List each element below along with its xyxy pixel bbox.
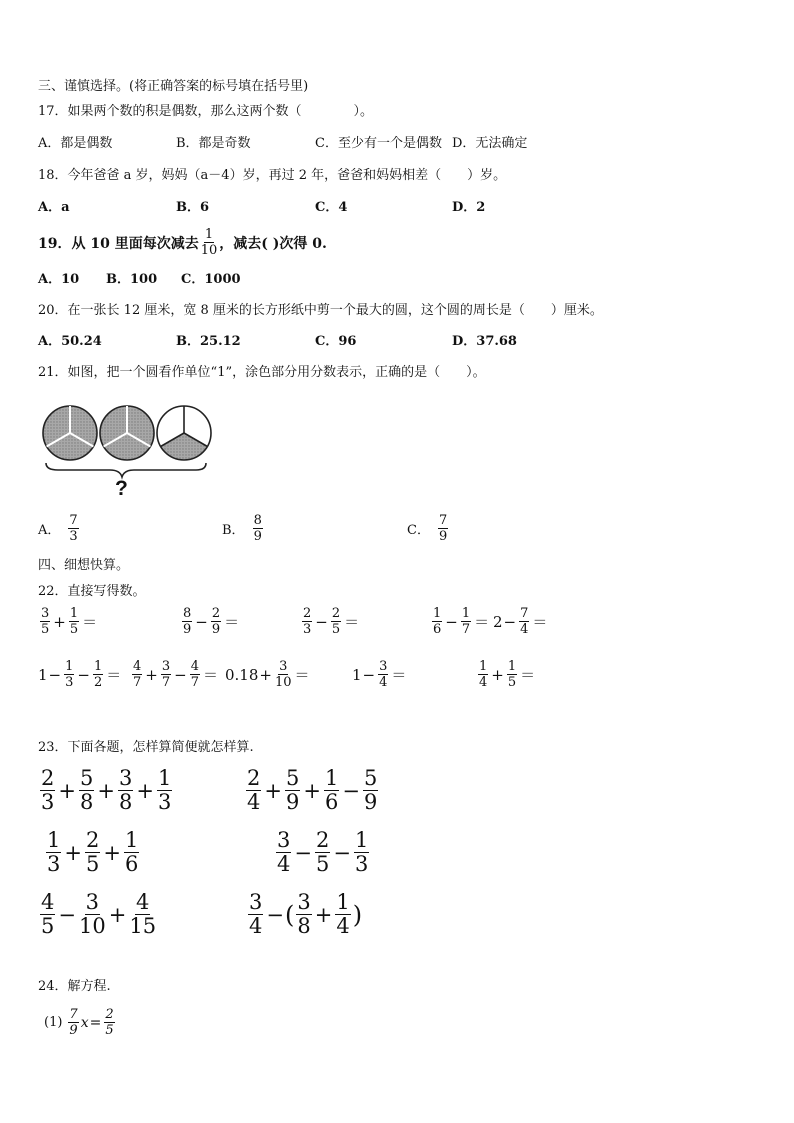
- q19-option-b: B．100: [106, 272, 158, 287]
- fraction: [40, 892, 55, 937]
- fraction: [296, 892, 311, 937]
- math-token: 1: [65, 659, 74, 674]
- fraction: [519, 607, 529, 636]
- math-token: 5: [41, 914, 55, 938]
- q19-option-c: C．1000: [181, 272, 241, 287]
- math-token: 4: [379, 675, 388, 690]
- math-token: =: [89, 1014, 102, 1031]
- math-token: 4: [336, 914, 350, 938]
- math-token: ＝: [391, 666, 407, 684]
- q21-option-b-fraction: [253, 514, 263, 543]
- math-token: 6: [433, 622, 442, 637]
- q22-expr-1: [38, 607, 98, 636]
- math-token: 1: [336, 890, 350, 914]
- math-token: (: [284, 900, 295, 929]
- math-token: 4: [479, 675, 488, 690]
- fraction: [276, 830, 291, 875]
- math-token: +: [491, 665, 504, 684]
- math-token: 4: [136, 890, 150, 914]
- math-token: 1: [324, 766, 339, 790]
- fraction: [40, 607, 50, 636]
- section-3-heading: 三、谨慎选择。(将正确答案的标号填在括号里): [38, 79, 309, 94]
- math-token: 9: [363, 790, 378, 814]
- math-token: 3: [47, 852, 61, 876]
- fraction: [118, 768, 133, 813]
- fraction: [132, 660, 142, 689]
- math-token: 7: [69, 1007, 78, 1022]
- math-token: 8: [79, 790, 94, 814]
- q21-option-c: [407, 514, 450, 543]
- fraction: [302, 607, 312, 636]
- math-token: 7: [190, 675, 199, 690]
- math-token: +: [64, 840, 82, 865]
- denominator: 3: [69, 529, 78, 544]
- q20-option-c: C．96: [315, 334, 357, 349]
- math-token: 5: [331, 622, 341, 637]
- math-token: 2: [41, 766, 55, 790]
- math-token: −: [266, 902, 284, 927]
- math-token: 5: [79, 766, 94, 790]
- q17-option-a: A．都是偶数: [38, 136, 113, 151]
- math-token: 2: [211, 606, 221, 621]
- q19-stem-part1: 19．从 10 里面每次减去: [38, 235, 199, 252]
- math-token: 7: [133, 675, 142, 690]
- math-token: 8: [183, 606, 192, 621]
- q19-frac-denominator: 10: [200, 243, 218, 258]
- brace: [46, 463, 206, 477]
- fraction: [161, 660, 171, 689]
- fraction: [363, 768, 378, 813]
- math-token: 2: [93, 675, 103, 690]
- math-token: 10: [78, 914, 106, 938]
- circle-3-one-third-shaded: [157, 406, 211, 460]
- math-token: +: [136, 778, 154, 803]
- math-token: 4: [190, 659, 199, 674]
- math-token: −: [58, 902, 76, 927]
- q21-option-a: [38, 514, 81, 543]
- math-token: +: [97, 778, 115, 803]
- q19-option-a: A．10: [38, 272, 80, 287]
- fraction: [478, 660, 488, 689]
- math-token: +: [264, 778, 282, 803]
- fraction: [378, 660, 388, 689]
- q17-stem: 17．如果两个数的积是偶数，那么这两个数（ ）。: [38, 104, 374, 119]
- math-token: 7: [161, 675, 171, 690]
- math-token: +: [145, 665, 158, 684]
- math-token: 2: [247, 766, 261, 790]
- math-token: 1: [352, 665, 362, 684]
- math-token: 2: [493, 612, 503, 631]
- math-token: 2: [331, 606, 341, 621]
- math-token: 1: [433, 606, 442, 621]
- math-token: 9: [211, 622, 221, 637]
- q24-equation-1: [44, 1008, 117, 1037]
- q21-circles-figure: [38, 400, 218, 502]
- math-token: 3: [161, 659, 171, 674]
- math-token: 3: [303, 622, 312, 637]
- math-token: 4: [247, 790, 261, 814]
- math-token: −: [77, 665, 90, 684]
- math-token: +: [303, 778, 321, 803]
- math-token: 2: [315, 828, 330, 852]
- q21-option-c-label: C．: [407, 523, 430, 538]
- math-token: 9: [69, 1023, 78, 1038]
- math-token: −: [195, 612, 208, 631]
- math-token: 4: [520, 622, 529, 637]
- math-token: 5: [41, 622, 50, 637]
- q21-option-a-label: A．: [38, 523, 61, 538]
- math-token: 5: [285, 766, 300, 790]
- math-token: 2: [303, 606, 312, 621]
- fraction: [40, 768, 55, 813]
- circle-2-fully-shaded: [100, 406, 154, 460]
- math-token: 3: [118, 766, 133, 790]
- math-token: +: [58, 778, 76, 803]
- q24-item-label: (1): [44, 1015, 63, 1030]
- math-token: 10: [274, 675, 292, 690]
- q19-stem: [38, 228, 327, 257]
- q22-expr-10: [476, 660, 536, 689]
- math-token: 5: [363, 766, 378, 790]
- math-token: −: [503, 612, 517, 631]
- math-token: +: [103, 840, 121, 865]
- math-token: 1: [507, 659, 517, 674]
- math-token: +: [53, 612, 66, 631]
- math-token: −: [48, 665, 62, 684]
- fraction: [275, 660, 292, 689]
- q20-option-a: A．50.24: [38, 334, 102, 349]
- fraction: [85, 830, 100, 875]
- fraction: [211, 607, 221, 636]
- math-token: 3: [297, 890, 311, 914]
- math-token: 7: [461, 622, 471, 637]
- q23-expr-2: [244, 768, 380, 813]
- math-token: 9: [183, 622, 192, 637]
- math-token: +: [259, 665, 272, 684]
- q21-option-c-fraction: [438, 514, 448, 543]
- math-token: 5: [105, 1023, 114, 1038]
- math-token: 3: [41, 606, 50, 621]
- q20-option-b: B．25.12: [176, 334, 241, 349]
- math-token: ＝: [474, 613, 490, 631]
- math-token: ＝: [224, 613, 240, 631]
- denominator: 9: [438, 529, 448, 544]
- math-token: 1: [479, 659, 488, 674]
- circle-1-fully-shaded: [43, 406, 97, 460]
- math-token: 1: [38, 665, 48, 684]
- math-token: +: [108, 902, 127, 927]
- q23-expr-5: [38, 892, 158, 937]
- q18-option-a: A．a: [38, 200, 70, 215]
- fraction: [69, 607, 79, 636]
- math-token: ＝: [520, 666, 536, 684]
- q22-expr-3: [300, 607, 360, 636]
- q22-stem: 22．直接写得数。: [38, 584, 146, 599]
- fraction: [461, 607, 471, 636]
- math-token: 8: [118, 790, 133, 814]
- fraction: [315, 830, 330, 875]
- math-token: 3: [41, 790, 55, 814]
- numerator: 8: [253, 513, 262, 528]
- fraction: [331, 607, 341, 636]
- math-token: −: [315, 612, 328, 631]
- fraction: [190, 660, 200, 689]
- math-token: 6: [324, 790, 339, 814]
- q22-expr-4: [430, 607, 490, 636]
- math-token: 1: [354, 828, 369, 852]
- fraction: [182, 607, 192, 636]
- q23-expr-4: [274, 830, 371, 875]
- math-token: 3: [379, 659, 388, 674]
- math-token: 5: [69, 622, 79, 637]
- math-token: 5: [315, 852, 330, 876]
- math-token: 2: [85, 828, 100, 852]
- q20-stem: 20．在一张长 12 厘米，宽 8 厘米的长方形纸中剪一个最大的圆，这个圆的周长是（ ）厘米。: [38, 303, 603, 318]
- math-token: 1: [69, 606, 79, 621]
- fraction: [124, 830, 139, 875]
- q21-option-a-fraction: [68, 514, 78, 543]
- fraction: [104, 1008, 114, 1037]
- math-token: 3: [279, 659, 288, 674]
- fraction: [79, 768, 94, 813]
- q22-expr-5: [493, 607, 548, 636]
- q19-frac-numerator: 1: [204, 227, 214, 242]
- section-4-heading: 四、细想快算。: [38, 558, 130, 573]
- math-token: ): [352, 900, 363, 929]
- fraction: [46, 830, 61, 875]
- math-token: −: [174, 665, 187, 684]
- q23-stem: 23．下面各题，怎样算简便就怎样算.: [38, 740, 254, 755]
- fraction: [335, 892, 350, 937]
- math-token: ＝: [82, 613, 98, 631]
- math-token: 2: [105, 1007, 114, 1022]
- q18-option-b: B．6: [176, 200, 210, 215]
- math-token: 4: [41, 890, 55, 914]
- math-token: 3: [354, 852, 369, 876]
- q18-option-c: C．4: [315, 200, 348, 215]
- fraction: [79, 892, 106, 937]
- q19-fraction: [201, 228, 218, 257]
- variable-x: x: [80, 1014, 89, 1031]
- q22-expr-6: [38, 660, 122, 689]
- math-token: −: [333, 840, 351, 865]
- fraction: [285, 768, 300, 813]
- q20-option-d: D．37.68: [452, 334, 517, 349]
- math-token: −: [445, 612, 458, 631]
- numerator: 7: [69, 513, 78, 528]
- fraction: [248, 892, 263, 937]
- math-token: 1: [157, 766, 172, 790]
- math-token: ＝: [344, 613, 360, 631]
- fraction: [432, 607, 442, 636]
- q21-option-b-label: B．: [222, 523, 245, 538]
- math-token: +: [314, 902, 333, 927]
- q17-option-d: D．无法确定: [452, 136, 528, 151]
- q24-stem: 24．解方程.: [38, 979, 111, 994]
- math-token: 4: [249, 914, 263, 938]
- q17-option-b: B．都是奇数: [176, 136, 251, 151]
- math-token: ＝: [294, 666, 310, 684]
- fraction: [157, 768, 172, 813]
- denominator: 9: [253, 529, 262, 544]
- math-token: 9: [285, 790, 300, 814]
- math-token: 4: [277, 852, 291, 876]
- math-token: 3: [277, 828, 291, 852]
- fraction: [324, 768, 339, 813]
- fraction: [507, 660, 517, 689]
- math-token: 1: [124, 828, 139, 852]
- math-token: 3: [65, 675, 74, 690]
- math-token: 4: [133, 659, 142, 674]
- q18-option-d: D．2: [452, 200, 486, 215]
- math-token: 6: [124, 852, 139, 876]
- fraction: [246, 768, 261, 813]
- math-token: 15: [129, 914, 157, 938]
- math-token: ＝: [203, 666, 219, 684]
- math-token: 0.18: [225, 665, 259, 684]
- q22-expr-9: [352, 660, 407, 689]
- math-token: −: [342, 778, 360, 803]
- q18-stem: 18．今年爸爸 a 岁，妈妈（a－4）岁，再过 2 年，爸爸和妈妈相差（ ）岁。: [38, 168, 507, 183]
- math-token: 7: [520, 606, 529, 621]
- q23-expr-3: [44, 830, 141, 875]
- q22-expr-2: [180, 607, 240, 636]
- q23-expr-1: [38, 768, 174, 813]
- q21-stem: 21．如图，把一个圆看作单位“1”，涂色部分用分数表示，正确的是（ ）。: [38, 365, 486, 380]
- q21-option-b: [222, 514, 265, 543]
- fraction: [93, 660, 103, 689]
- math-token: ＝: [532, 613, 548, 631]
- math-token: −: [294, 840, 312, 865]
- numerator: 7: [438, 513, 448, 528]
- q22-expr-8: [225, 660, 311, 689]
- fraction: [64, 660, 74, 689]
- math-token: 1: [47, 828, 61, 852]
- q23-expr-6: [246, 892, 362, 937]
- math-token: 1: [93, 659, 103, 674]
- math-token: 3: [157, 790, 172, 814]
- math-token: 5: [507, 675, 517, 690]
- q21-question-mark: ?: [115, 477, 128, 500]
- fraction: [129, 892, 156, 937]
- fraction: [354, 830, 369, 875]
- q22-expr-7: [130, 660, 219, 689]
- q17-option-c: C．至少有一个是偶数: [315, 136, 442, 151]
- math-token: 1: [461, 606, 471, 621]
- math-token: ＝: [106, 666, 122, 684]
- math-token: 8: [297, 914, 311, 938]
- math-token: 3: [249, 890, 263, 914]
- q19-stem-part2: ，减去( )次得 0.: [219, 235, 327, 252]
- math-token: −: [362, 665, 376, 684]
- math-token: 3: [85, 890, 100, 914]
- math-token: 5: [85, 852, 100, 876]
- fraction: [68, 1008, 78, 1037]
